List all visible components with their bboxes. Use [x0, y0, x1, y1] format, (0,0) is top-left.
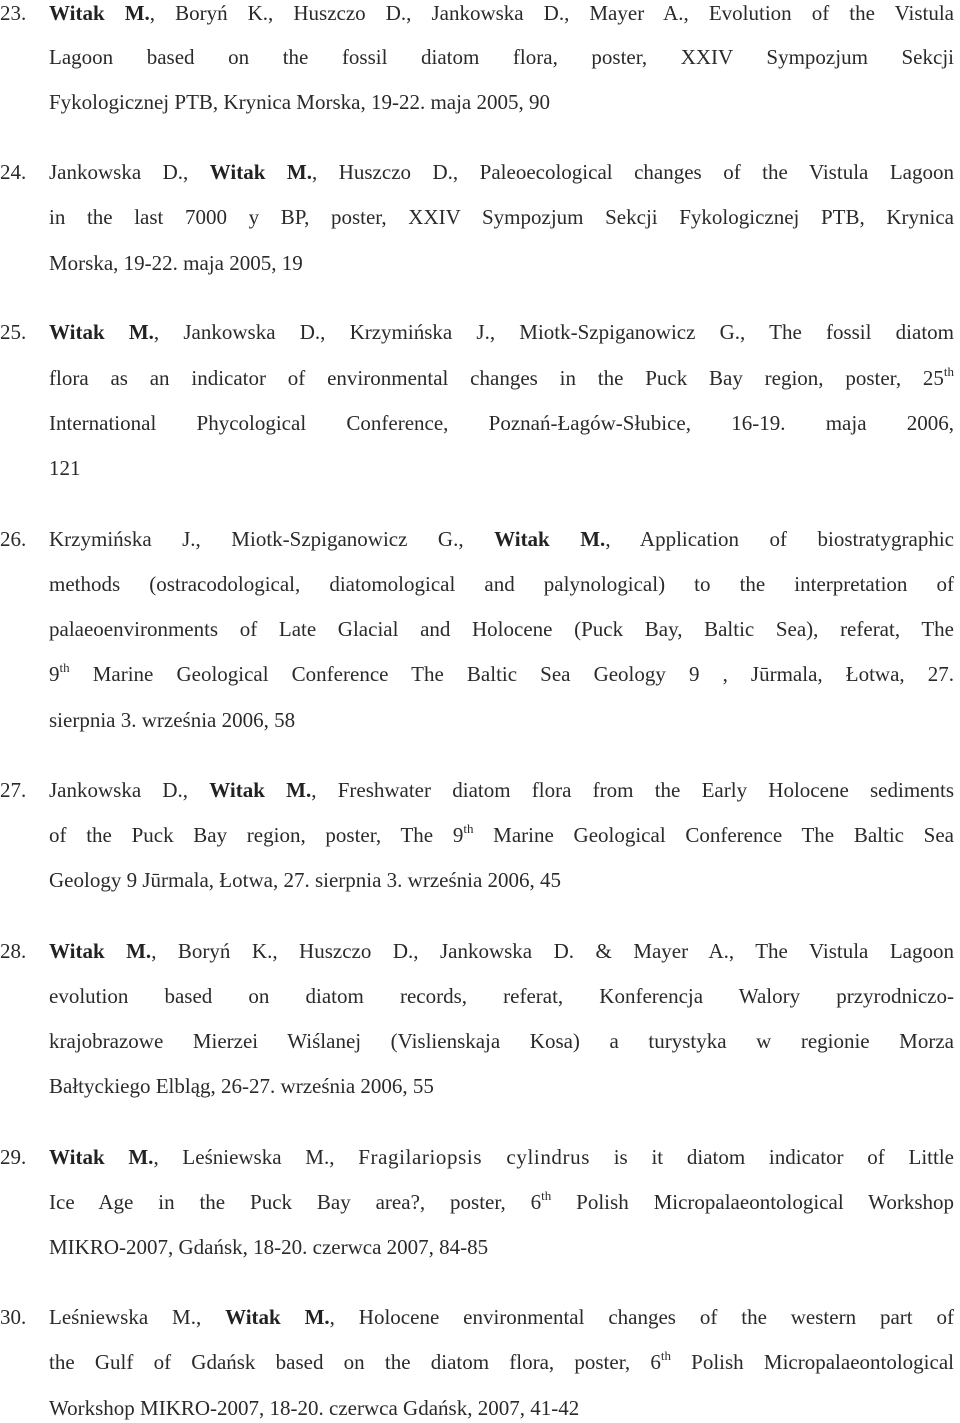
- entry-line: [49, 705, 954, 735]
- entry-line: [49, 453, 954, 483]
- entry-line: [49, 820, 954, 850]
- entry-text: , Boryń K., Huszczo D., Jankowska D. & Mayer A., The Vistula Lagoon: [151, 939, 954, 963]
- highlighted-author: Witak M.: [225, 1305, 330, 1329]
- entry-text: Bałtyckiego Elbląg, 26-27. września 2006, 55: [49, 1074, 434, 1098]
- entry-number: 25.: [0, 320, 27, 344]
- entry-line: [0, 317, 954, 347]
- highlighted-author: Witak M.: [49, 320, 154, 344]
- highlighted-author: Witak M.: [209, 160, 312, 184]
- entry-line: [49, 569, 954, 599]
- entry-text: Polish Micropalaeontological Workshop: [551, 1190, 954, 1214]
- entry-line: [49, 1232, 954, 1262]
- highlighted-author: Witak M.: [49, 1, 150, 25]
- entry-text: krajobrazowe Mierzei Wiślanej (Vislienskaja Kosa) a turystyka w regionie Morza: [49, 1029, 954, 1053]
- entry-line: [49, 614, 954, 644]
- entry-text: Marine Geological Conference The Baltic Sea: [473, 823, 955, 847]
- entry-text: is it diatom indicator of Little: [589, 1145, 954, 1169]
- entry-text: in the last 7000 y BP, poster, XXIV Sympozjum Sekcji Fykologicznej PTB, Krynica: [49, 205, 954, 229]
- entry-text: evolution based on diatom records, referat, Konferencja Walory przyrodniczo-: [49, 984, 954, 1008]
- entry-line: [0, 157, 954, 187]
- entry-text: palaeoenvironments of Late Glacial and Holocene (Puck Bay, Baltic Sea), referat, The: [49, 617, 954, 641]
- entry-text: methods (ostracodological, diatomological and palynological) to the interpretation of: [49, 572, 954, 596]
- entry-number: 23.: [0, 1, 27, 25]
- entry-text: Fykologicznej PTB, Krynica Morska, 19-22. maja 2005, 90: [49, 90, 551, 114]
- entry-line: [0, 775, 954, 805]
- entry-line: [49, 87, 954, 117]
- species-name: Fragilariopsis cylindrus: [358, 1145, 590, 1169]
- entry-number: 24.: [0, 160, 27, 184]
- entry-text: International Phycological Conference, Poznań-Łagów-Słubice, 16-19. maja 2006,: [49, 411, 954, 435]
- entry-text: , Freshwater diatom flora from the Early Holocene sediments: [311, 778, 954, 802]
- entry-text: Marine Geological Conference The Baltic Sea Geology 9 , Jūrmala, Łotwa, 27.: [69, 662, 954, 686]
- entry-text: flora as an indicator of environmental changes in the Puck Bay region, poster, 25: [49, 366, 944, 390]
- superscript: th: [660, 1348, 671, 1363]
- entry-line: [49, 363, 954, 393]
- entry-number: 26.: [0, 527, 27, 551]
- entry-line: [49, 865, 954, 895]
- superscript: th: [463, 821, 474, 836]
- entry-text: Lagoon based on the fossil diatom flora, poster, XXIV Sympozjum Sekcji: [49, 45, 954, 69]
- entry-line: [0, 0, 954, 28]
- entry-line: [49, 202, 954, 232]
- entry-line: [49, 408, 954, 438]
- entry-text: , Leśniewska M.,: [153, 1145, 359, 1169]
- superscript: th: [59, 660, 70, 675]
- entry-text: Jankowska D.,: [49, 160, 210, 184]
- superscript: th: [541, 1188, 552, 1203]
- highlighted-author: Witak M.: [49, 1145, 154, 1169]
- entry-text: of the Puck Bay region, poster, The 9: [49, 823, 464, 847]
- entry-line: [49, 1393, 954, 1423]
- entry-number: 28.: [0, 939, 27, 963]
- superscript: th: [943, 364, 954, 379]
- entry-text: Ice Age in the Puck Bay area?, poster, 6: [49, 1190, 542, 1214]
- entry-number: 30.: [0, 1305, 27, 1329]
- entry-text: Workshop MIKRO-2007, 18-20. czerwca Gdańsk, 2007, 41-42: [49, 1396, 580, 1420]
- entry-line: [49, 1187, 954, 1217]
- highlighted-author: Witak M.: [209, 778, 312, 802]
- entry-line: [0, 524, 954, 554]
- entry-line: [49, 1071, 954, 1101]
- entry-number: 29.: [0, 1145, 27, 1169]
- entry-text: , Holocene environmental changes of the western part of: [329, 1305, 954, 1329]
- entry-line: [49, 981, 954, 1011]
- entry-text: Leśniewska M.,: [49, 1305, 226, 1329]
- entry-text: Krzymińska J., Miotk-Szpiganowicz G.,: [49, 527, 495, 551]
- entry-line: [0, 936, 954, 966]
- entry-number: 27.: [0, 778, 27, 802]
- entry-text: , Application of biostratygraphic: [605, 527, 954, 551]
- entry-text: , Boryń K., Huszczo D., Jankowska D., Mayer A., Evolution of the Vistula: [149, 1, 955, 25]
- entry-line: [49, 42, 954, 72]
- entry-text: , Huszczo D., Paleoecological changes of the Vistula Lagoon: [311, 160, 954, 184]
- highlighted-author: Witak M.: [49, 939, 152, 963]
- entry-text: Morska, 19-22. maja 2005, 19: [49, 251, 303, 275]
- entry-text: sierpnia 3. września 2006, 58: [49, 708, 296, 732]
- highlighted-author: Witak M.: [494, 527, 606, 551]
- entry-line: [49, 1026, 954, 1056]
- entry-text: MIKRO-2007, Gdańsk, 18-20. czerwca 2007, 84-85: [49, 1235, 489, 1259]
- entry-line: [0, 1302, 954, 1332]
- entry-line: [49, 248, 954, 278]
- entry-text: 9: [49, 662, 60, 686]
- entry-text: the Gulf of Gdańsk based on the diatom flora, poster, 6: [49, 1350, 661, 1374]
- entry-text: 121: [49, 456, 81, 480]
- entry-line: [49, 659, 954, 689]
- entry-text: Jankowska D.,: [49, 778, 210, 802]
- entry-line: [49, 1347, 954, 1377]
- entry-text: , Jankowska D., Krzymińska J., Miotk-Szpiganowicz G., The fossil diatom: [153, 320, 954, 344]
- entry-text: Geology 9 Jūrmala, Łotwa, 27. sierpnia 3. września 2006, 45: [49, 868, 562, 892]
- entry-line: [0, 1142, 954, 1172]
- entry-text: Polish Micropalaeontological: [670, 1350, 954, 1374]
